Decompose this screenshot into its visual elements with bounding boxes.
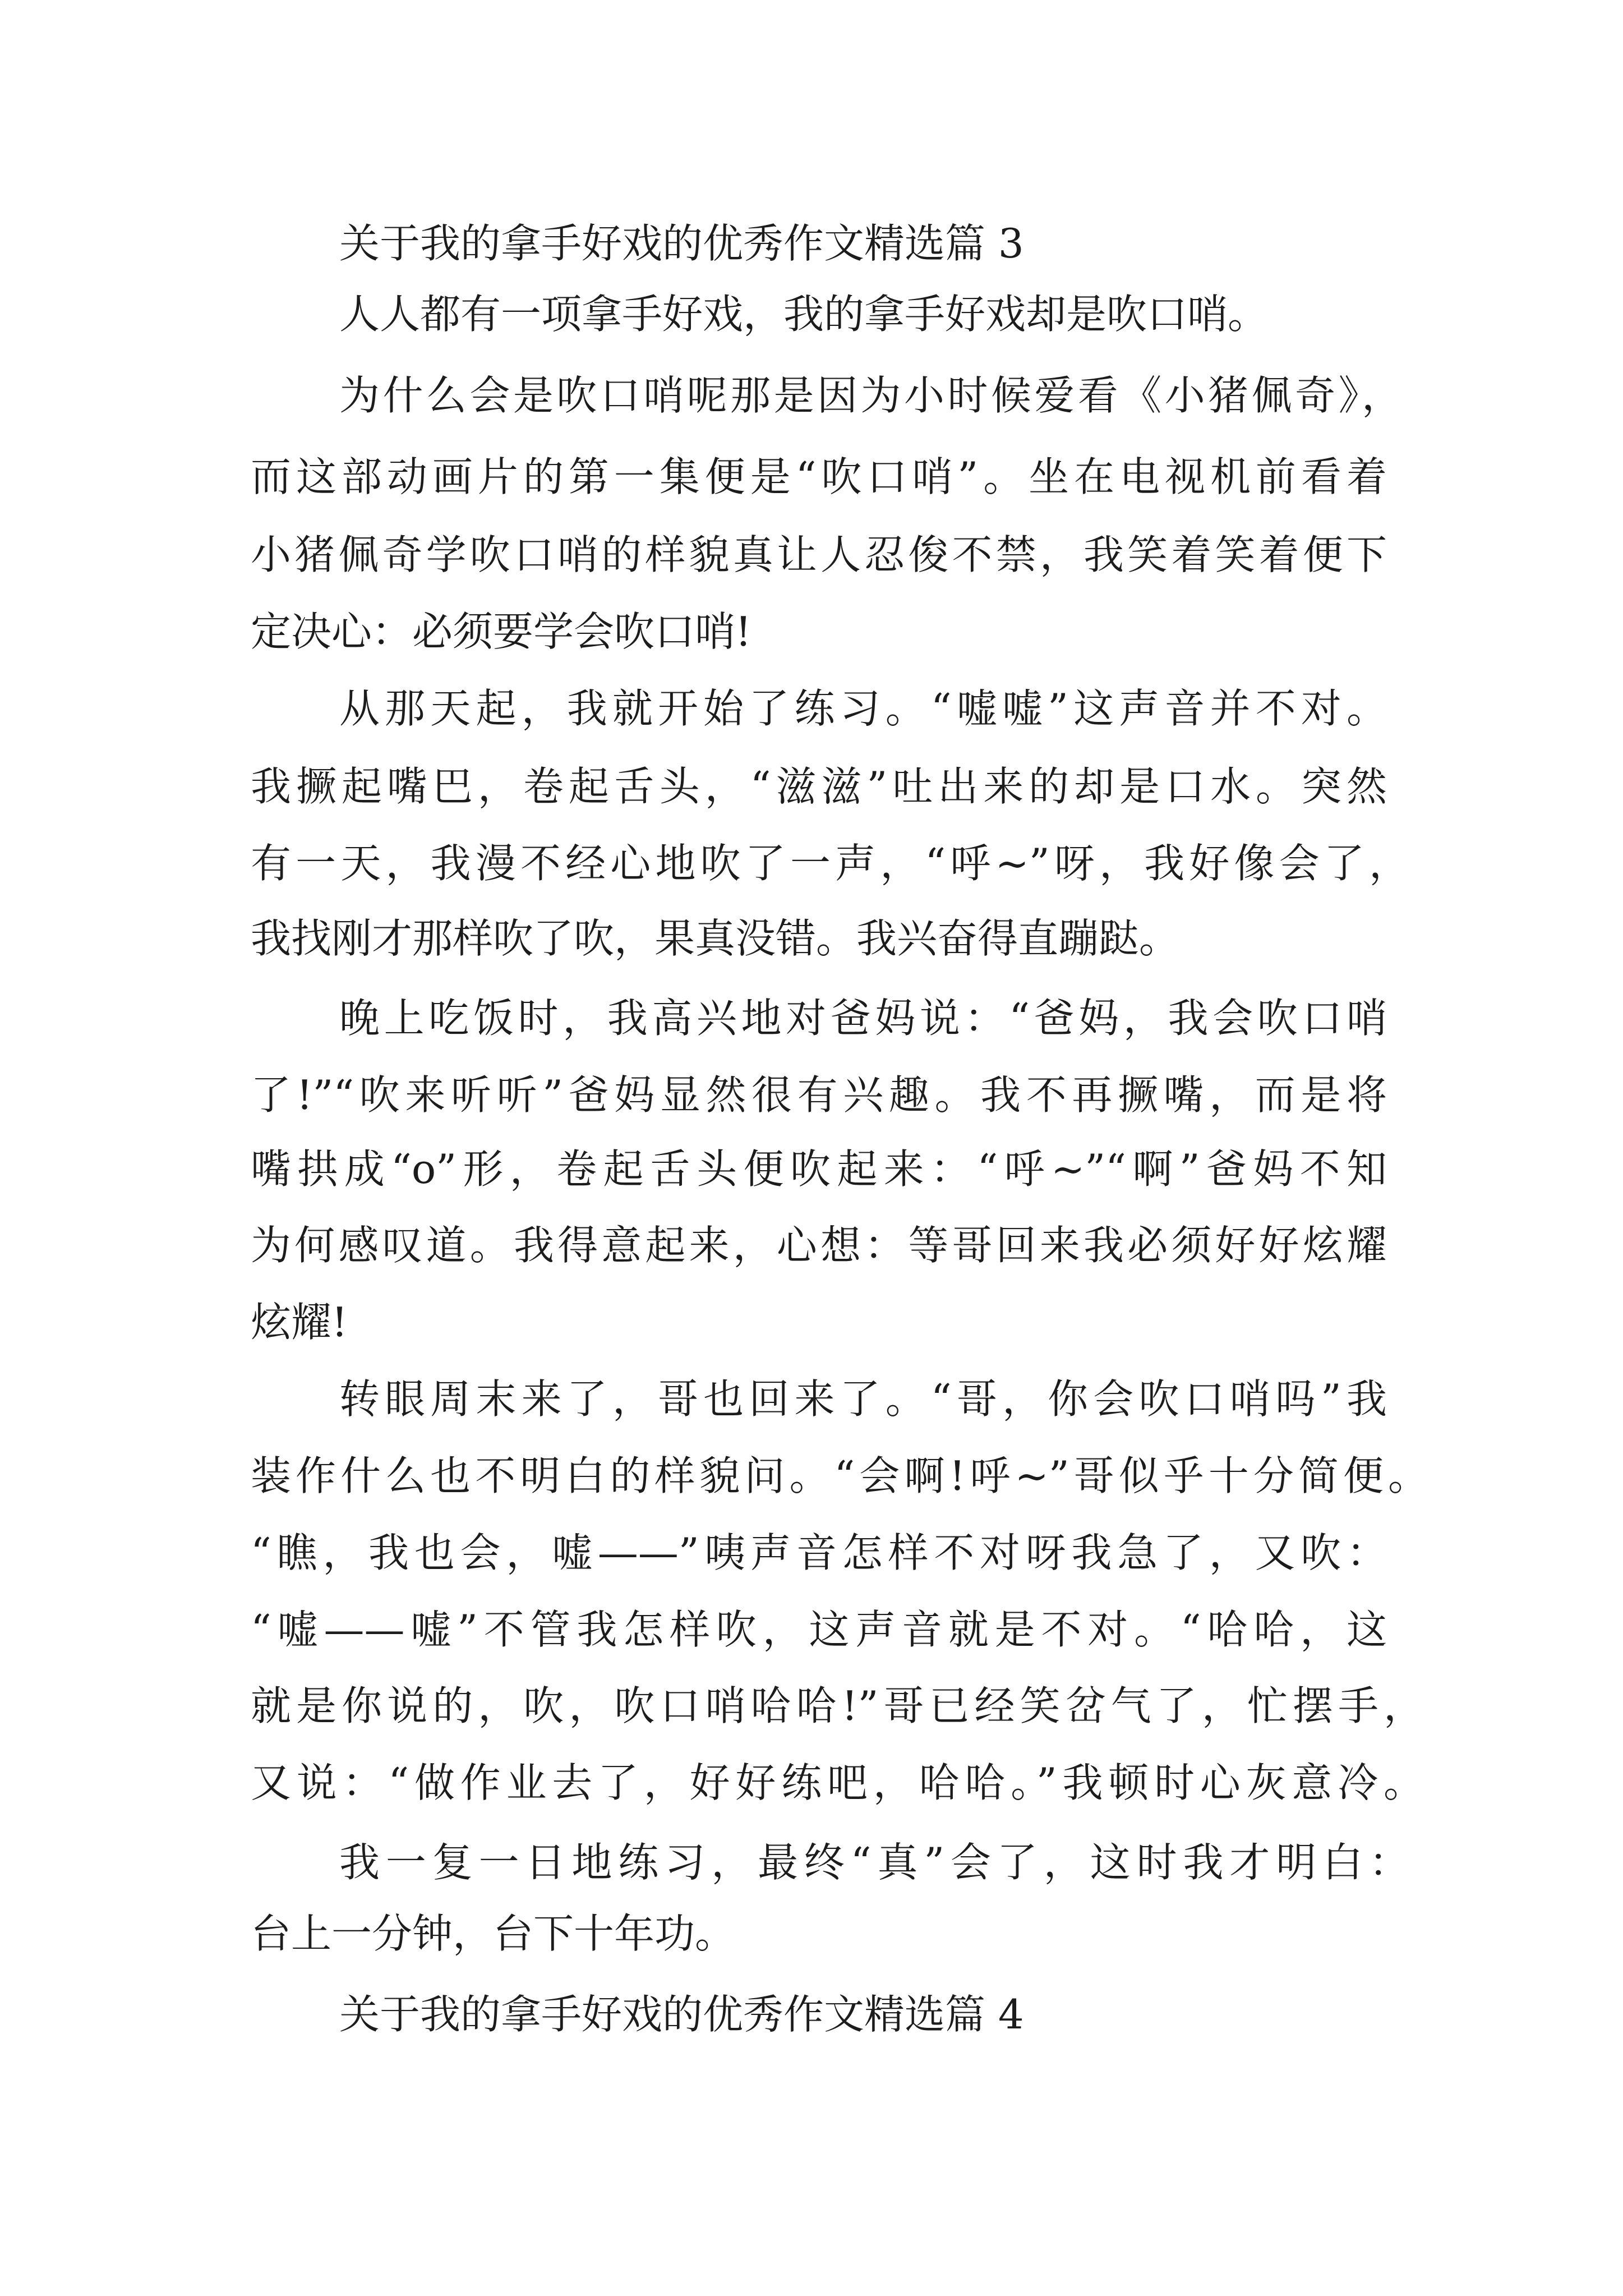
- section-heading-3: 关于我的拿手好戏的优秀作文精选篇 3: [339, 220, 1024, 267]
- text-line: 从那天起，我就开始了练习。“嘘嘘”这声音并不对。: [339, 685, 1387, 732]
- text-line: 转眼周末来了，哥也回来了。“哥，你会吹口哨吗”我: [339, 1375, 1387, 1423]
- text-line: 有一天，我漫不经心地吹了一声，“呼~”呀，我好像会了，: [251, 840, 1409, 887]
- text-line: “瞧，我也会，嘘——”咦声音怎样不对呀我急了，又吹：: [251, 1529, 1387, 1576]
- text-line: 我找刚才那样吹了吹，果真没错。我兴奋得直蹦跶。: [251, 915, 1180, 962]
- text-line: 了!”“吹来听听”爸妈显然很有兴趣。我不再撅嘴，而是将: [251, 1071, 1387, 1119]
- text-line: 我撅起嘴巴，卷起舌头，“滋滋”吐出来的却是口水。突然: [251, 763, 1387, 810]
- text-line: 晚上吃饭时，我高兴地对爸妈说：“爸妈，我会吹口哨: [339, 995, 1387, 1042]
- text-line: 炫耀!: [251, 1299, 348, 1346]
- text-line: 为何感叹道。我得意起来，心想：等哥回来我必须好好炫耀: [251, 1222, 1387, 1269]
- text-line: 台上一分钟，台下十年功。: [251, 1910, 736, 1957]
- text-line: 人人都有一项拿手好戏，我的拿手好戏却是吹口哨。: [339, 291, 1269, 338]
- text-line: 而这部动画片的第一集便是“吹口哨”。坐在电视机前看着: [251, 453, 1387, 500]
- text-line: 小猪佩奇学吹口哨的样貌真让人忍俊不禁，我笑着笑着便下: [251, 531, 1387, 578]
- text-line: 我一复一日地练习，最终“真”会了，这时我才明白：: [339, 1839, 1409, 1886]
- text-line: 定决心：必须要学会吹口哨!: [251, 608, 751, 655]
- section-heading-4: 关于我的拿手好戏的优秀作文精选篇 4: [339, 1991, 1024, 2038]
- text-line: “嘘——嘘”不管我怎样吹，这声音就是不对。“哈哈，这: [251, 1606, 1387, 1653]
- text-line: 装作什么也不明白的样貌问。“会啊!呼~”哥似乎十分简便。: [251, 1452, 1428, 1499]
- text-line: 又说：“做作业去了，好好练吧，哈哈。”我顿时心灰意冷。: [251, 1759, 1424, 1806]
- text-line: 就是你说的，吹，吹口哨哈哈!”哥已经笑岔气了，忙摆手，: [251, 1682, 1424, 1729]
- text-line: 嘴拱成“o”形，卷起舌头便吹起来：“呼~”“啊”爸妈不知: [251, 1145, 1387, 1193]
- text-line: 为什么会是吹口哨呢那是因为小时候爱看《小猪佩奇》，: [339, 372, 1402, 419]
